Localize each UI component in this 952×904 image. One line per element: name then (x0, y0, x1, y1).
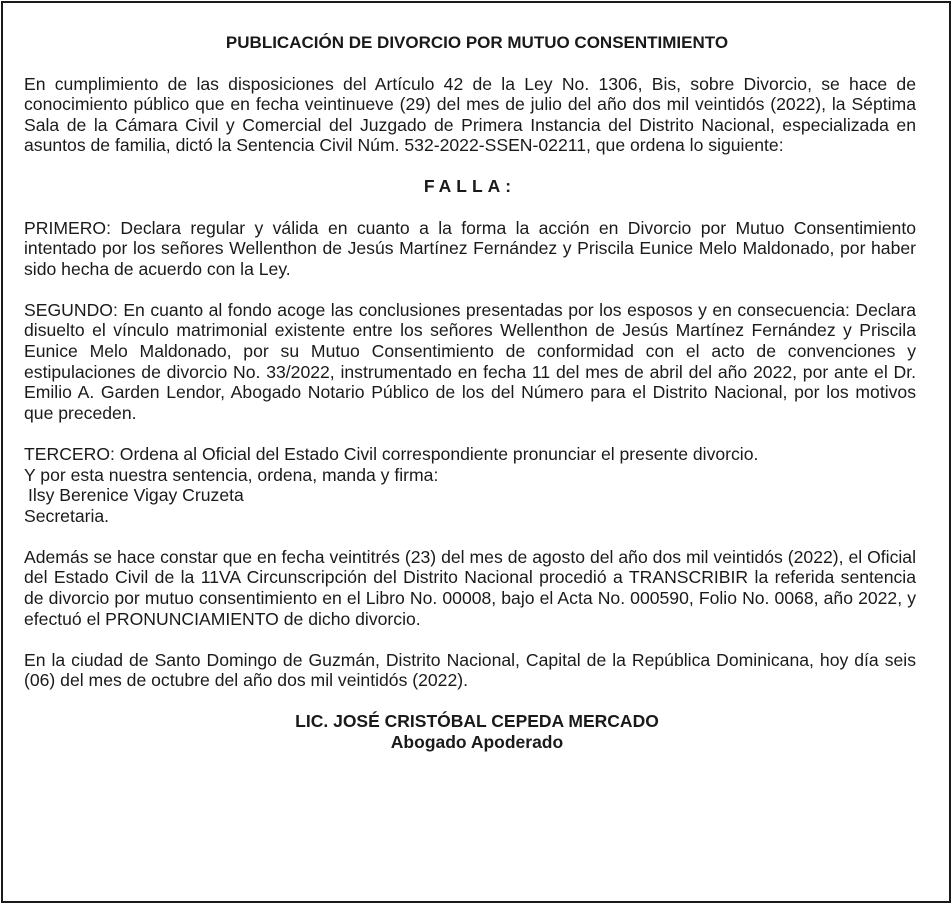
falla-heading: FALLA: (423, 176, 517, 197)
tercero-paragraph: TERCERO: Ordena al Oficial del Estado Civil correspondiente pronunciar el presente divorcio. (24, 443, 759, 464)
ademas-paragraph: Además se hace constar que en fecha veintitrés (23) del mes de agosto del año dos mil veintidós (2022), el Oficial del Estado Civil de la 11VA Circunscripción del Distrito Nacional procedió a TRANSCRIBIR la referida sentencia de divorcio por mutuo consentimiento en el Libro No. 00008, bajo el Acta No. 000590, Folio No. 0068, año 2022, y efectuó el PRONUNCIAMIENTO de dicho divorcio. (24, 546, 916, 629)
ciudad-paragraph: En la ciudad de Santo Domingo de Guzmán, Distrito Nacional, Capital de la República Dominicana, hoy día seis (06) del mes de octubre del año dos mil veintidós (2022). (24, 649, 916, 691)
segundo-paragraph: SEGUNDO: En cuanto al fondo acoge las conclusiones presentadas por los esposos y en consecuencia: Declara disuelto el vínculo matrimonial existente entre los señores Wellenthon de Jesús Martínez Fernández y Priscila Eunice Melo Maldonado, por su Mutuo Consentimiento de conformidad con el acto de convenciones y estipulaciones de divorcio No. 33/2022, instrumentado en fecha 11 del mes de abril del año 2022, por ante el Dr. Emilio A. Garden Lendor, Abogado Notario Público de los del Número para el Distrito Nacional, por los motivos que preceden. (24, 299, 916, 423)
signer-title: Abogado Apoderado (390, 732, 564, 753)
primero-paragraph: PRIMERO: Declara regular y válida en cuanto a la forma la acción en Divorcio por Mutuo Consentimiento intentado por los señores Wellenthon de Jesús Martínez Fernández y Priscila Eunice Melo Maldonado, por haber sido hecha de acuerdo con la Ley. (24, 217, 916, 279)
secretaria-name: Ilsy Berenice Vigay Cruzeta (28, 485, 244, 506)
signer-name: LIC. JOSÉ CRISTÓBAL CEPEDA MERCADO (295, 711, 659, 732)
notice-title: PUBLICACIÓN DE DIVORCIO POR MUTUO CONSENTIMIENTO (225, 33, 729, 52)
signature-block (24, 711, 916, 753)
sentencia-line: Y por esta nuestra sentencia, ordena, manda y firma: (24, 464, 439, 485)
secretaria-title: Secretaria. (24, 505, 110, 526)
tercero-block (24, 444, 916, 526)
intro-paragraph: En cumplimiento de las disposiciones del Artículo 42 de la Ley No. 1306, Bis, sobre Divorcio, se hace de conocimiento público que en fecha veintinueve (29) del mes de julio del año dos mil veintidós (2022), la Séptima Sala de la Cámara Civil y Comercial del Juzgado de Primera Instancia del Distrito Nacional, especializada en asuntos de familia, dictó la Sentencia Civil Núm. 532-2022-SSEN-02211, que ordena lo siguiente: (24, 73, 916, 156)
notice-body (24, 33, 916, 753)
